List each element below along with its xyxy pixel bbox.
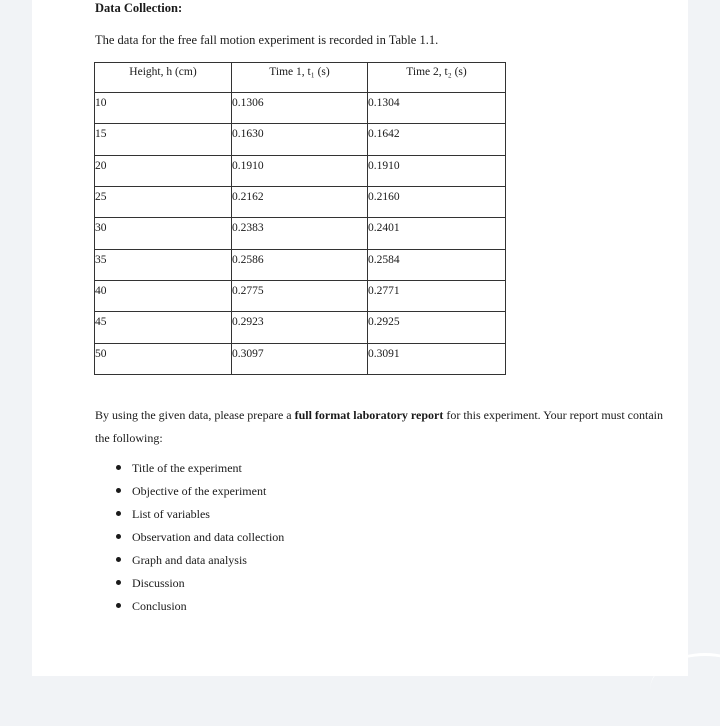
cell-height: 15 [95,124,232,155]
cell-time1: 0.2923 [232,312,368,343]
table-row [95,280,506,311]
cell-time1: 0.2383 [232,218,368,249]
list-item: Conclusion [104,595,284,618]
cell-height: 25 [95,186,232,217]
section-heading: Data Collection: [95,1,183,15]
instructions-text-end: for this experiment. Your report must contain the following: [95,408,663,445]
table-row [95,343,506,374]
list-item: Graph and data analysis [104,549,284,572]
cell-time2: 0.3091 [368,343,506,374]
table-row [95,93,506,124]
cell-height: 10 [95,93,232,124]
cell-height: 50 [95,343,232,374]
list-item: List of variables [104,503,284,526]
cell-height: 30 [95,218,232,249]
cell-time2: 0.2584 [368,249,506,280]
cell-time2: 0.1910 [368,155,506,186]
cell-time2: 0.2160 [368,186,506,217]
cell-time2: 0.2771 [368,280,506,311]
table-row [95,124,506,155]
header-height: Height, h (cm) [95,63,232,93]
cell-time1: 0.1630 [232,124,368,155]
table-row [95,155,506,186]
instructions-paragraph [95,404,670,450]
requirements-list [104,457,284,618]
cell-time2: 0.2401 [368,218,506,249]
data-table [94,62,506,375]
cell-height: 45 [95,312,232,343]
cell-time1: 0.3097 [232,343,368,374]
table-row [95,249,506,280]
instructions-text-start: By using the given data, please prepare a [95,408,295,422]
cell-height: 20 [95,155,232,186]
header-time2: Time 2, t₂ (s) [368,63,506,93]
cell-time1: 0.2162 [232,186,368,217]
list-item: Observation and data collection [104,526,284,549]
instructions-bold: full format laboratory report [294,408,444,422]
table-header-row [95,63,506,93]
cell-time2: 0.2925 [368,312,506,343]
list-item: Objective of the experiment [104,480,284,503]
cell-time1: 0.1306 [232,93,368,124]
cell-time1: 0.2586 [232,249,368,280]
table-row [95,218,506,249]
cell-time2: 0.1642 [368,124,506,155]
table-row [95,186,506,217]
list-item: Title of the experiment [104,457,284,480]
document-page [32,0,688,676]
cell-height: 35 [95,249,232,280]
intro-text: The data for the free fall motion experiment is recorded in Table 1.1. [95,33,439,47]
cell-time2: 0.1304 [368,93,506,124]
cell-height: 40 [95,280,232,311]
header-time1: Time 1, t₁ (s) [232,63,368,93]
cell-time1: 0.2775 [232,280,368,311]
cell-time1: 0.1910 [232,155,368,186]
table-row [95,312,506,343]
list-item: Discussion [104,572,284,595]
